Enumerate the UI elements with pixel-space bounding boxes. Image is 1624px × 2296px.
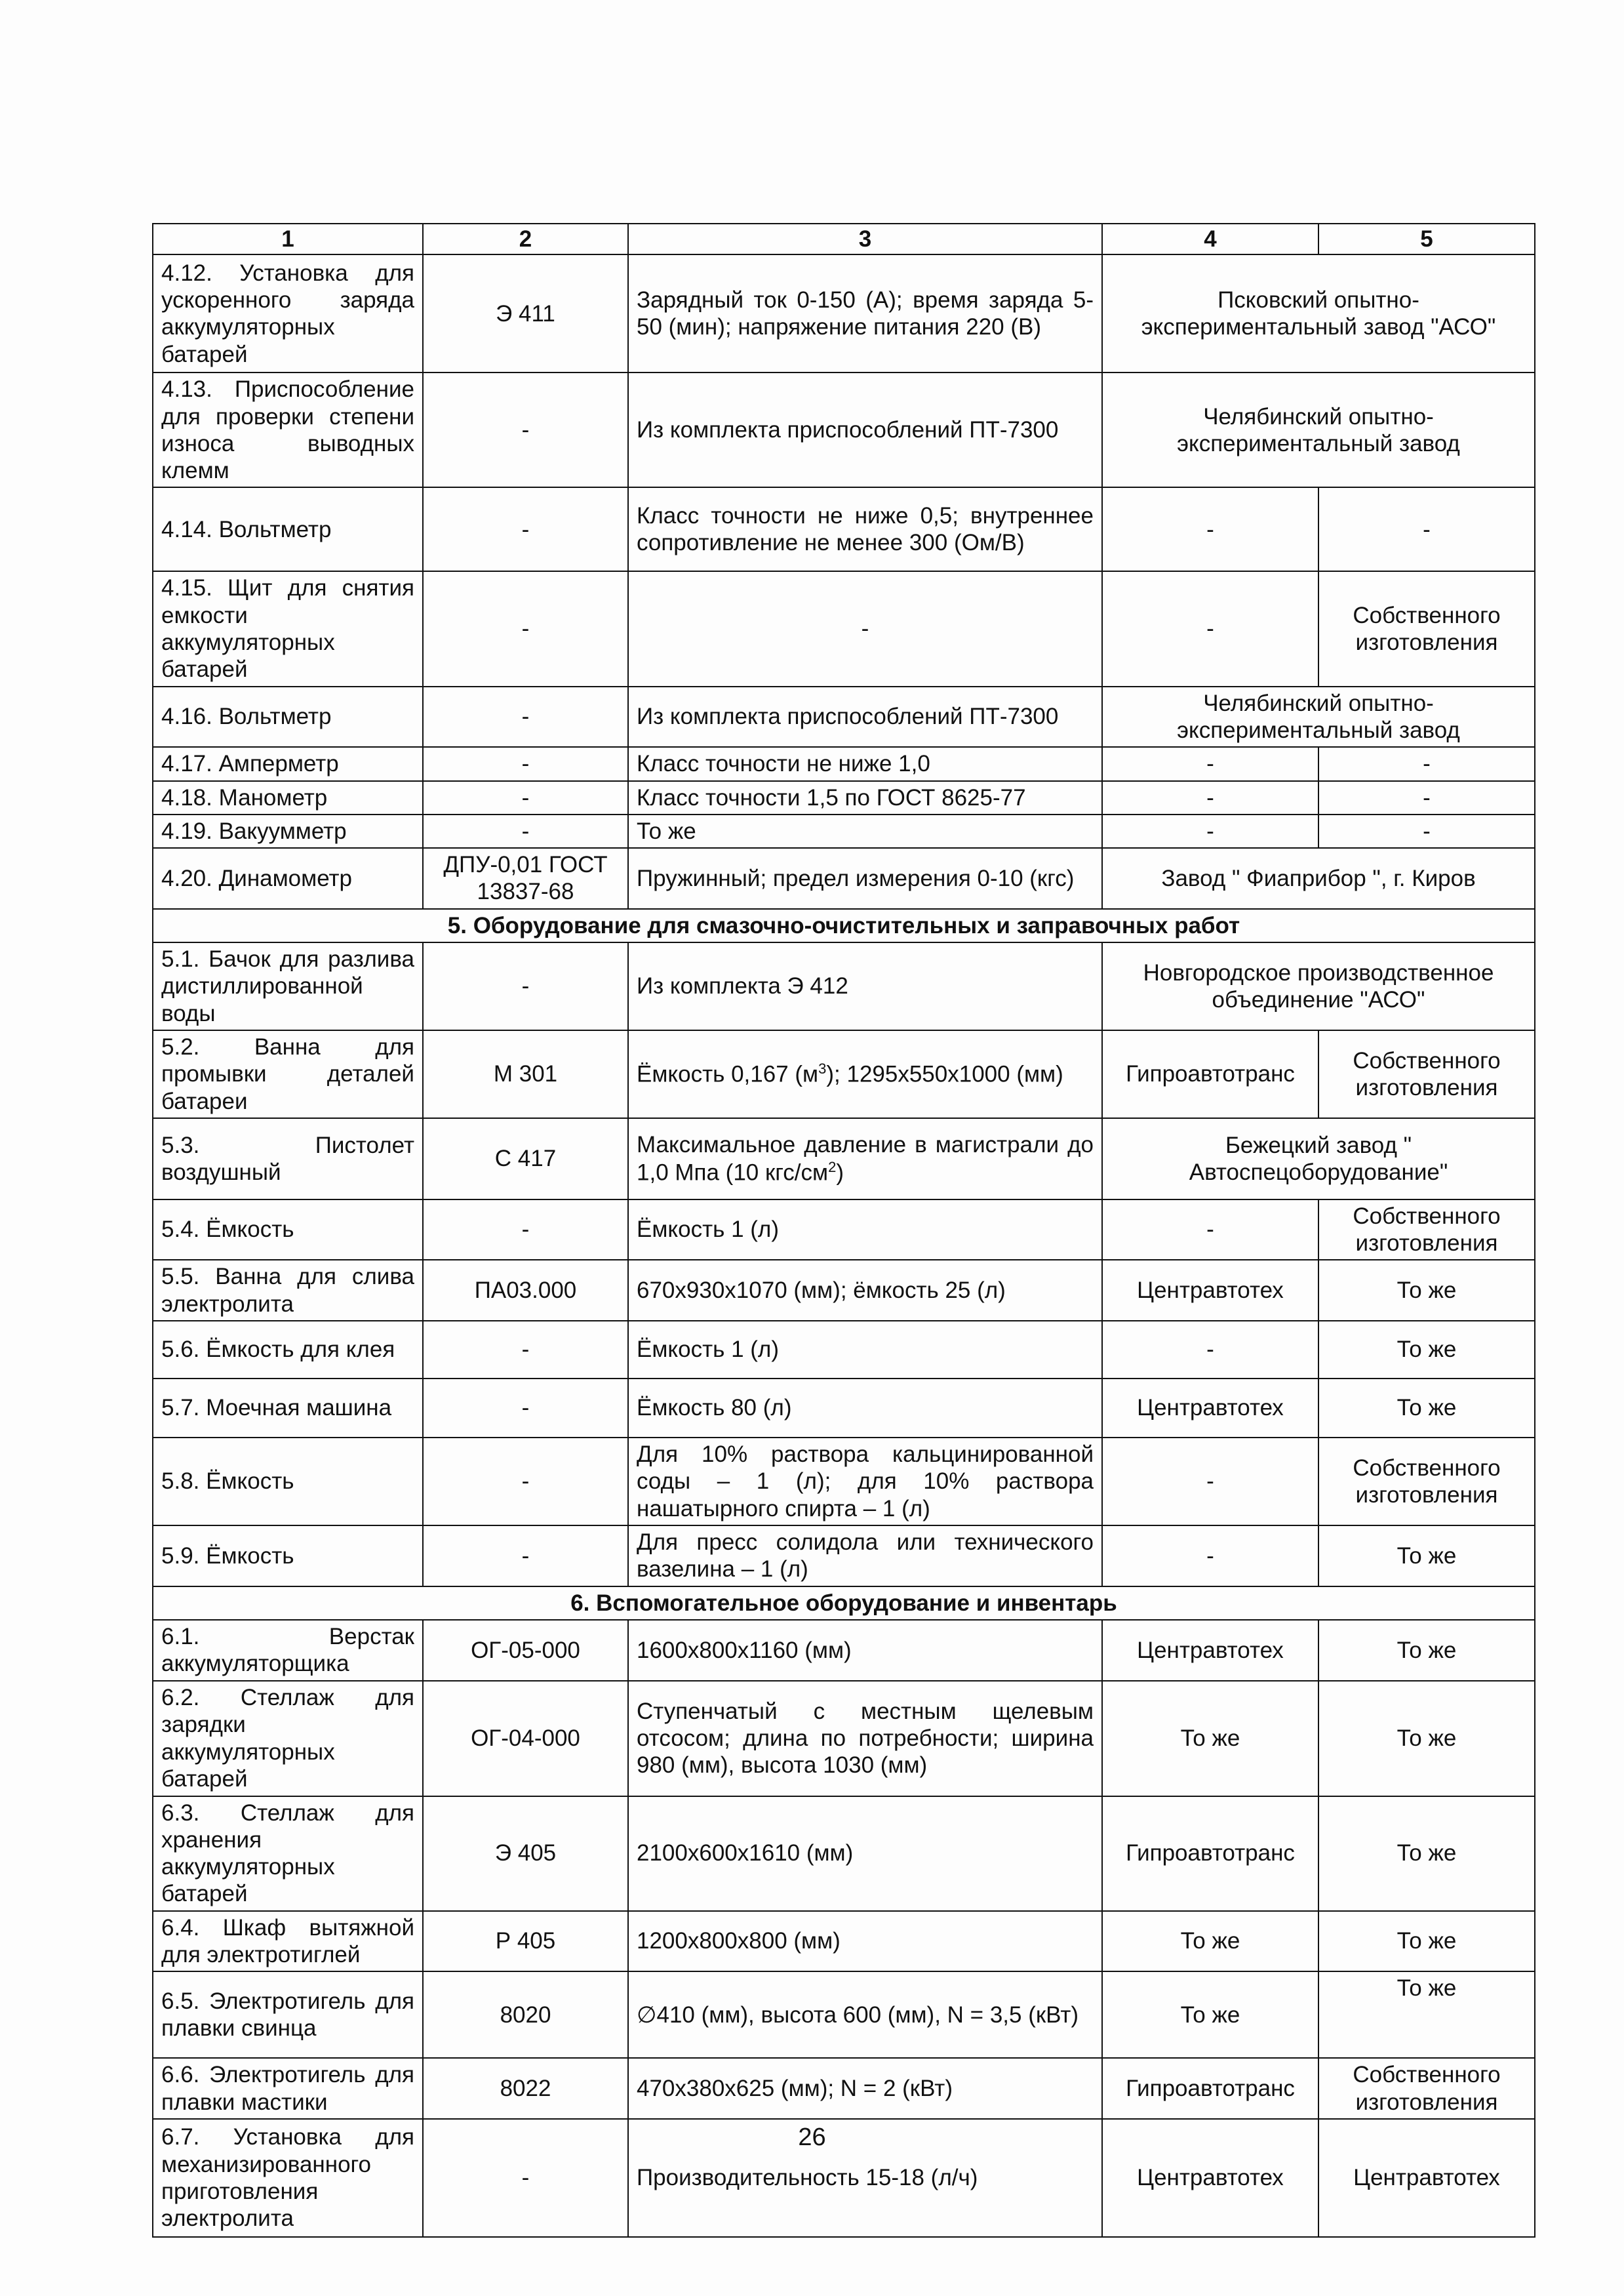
- manufacturer: То же: [1318, 1911, 1535, 1972]
- equipment-name: 4.16. Вольтметр: [153, 687, 423, 748]
- table-header-row: [153, 224, 1535, 254]
- table-row: [153, 815, 1535, 848]
- specification: Из комплекта приспособлений ПТ-7300: [628, 373, 1102, 487]
- header-col-2: 2: [423, 224, 628, 254]
- table-row: [153, 1199, 1535, 1260]
- table-row: [153, 487, 1535, 571]
- manufacturer: То же: [1318, 1971, 1535, 2058]
- developer: -: [1102, 1525, 1318, 1586]
- specification: Ступенчатый с местным щелевым отсосом; длина по потребности; ширина 980 (мм), высота 1030 (мм): [628, 1681, 1102, 1796]
- developer: Гипроавтотранс: [1102, 1796, 1318, 1911]
- manufacturer: Собственного изготовления: [1318, 1199, 1535, 1260]
- specification: Ёмкость 80 (л): [628, 1379, 1102, 1438]
- table-row: [153, 781, 1535, 815]
- equipment-name: 6.7. Установка для механизированного приготовления электролита: [153, 2119, 423, 2237]
- manufacturer: То же: [1318, 1379, 1535, 1438]
- equipment-name: 6.1. Верстак аккумуляторщика: [153, 1620, 423, 1681]
- equipment-name: 5.6. Ёмкость для клея: [153, 1321, 423, 1379]
- equipment-name: 6.5. Электротигель для плавки свинца: [153, 1971, 423, 2058]
- manufacturer: То же: [1318, 1321, 1535, 1379]
- developer: -: [1102, 815, 1318, 848]
- developer: -: [1102, 1321, 1318, 1379]
- developer: Гипроавтотранс: [1102, 1030, 1318, 1118]
- table-row: [153, 1321, 1535, 1379]
- specification: То же: [628, 815, 1102, 848]
- manufacturer: Челябинский опытно-экспериментальный завод: [1102, 373, 1535, 487]
- model-code: -: [423, 781, 628, 815]
- model-code: -: [423, 1321, 628, 1379]
- specification: 1600х800х1160 (мм): [628, 1620, 1102, 1681]
- specification: 470х380х625 (мм); N = 2 (кВт): [628, 2058, 1102, 2119]
- header-col-3: 3: [628, 224, 1102, 254]
- model-code: -: [423, 815, 628, 848]
- table-row: [153, 687, 1535, 748]
- equipment-name: 6.3. Стеллаж для хранения аккумуляторных батарей: [153, 1796, 423, 1911]
- equipment-name: 5.1. Бачок для разлива дистиллированной воды: [153, 942, 423, 1030]
- equipment-name: 4.17. Амперметр: [153, 747, 423, 780]
- manufacturer: -: [1318, 815, 1535, 848]
- table-row: [153, 1681, 1535, 1796]
- table-row: [153, 1260, 1535, 1321]
- developer: То же: [1102, 1681, 1318, 1796]
- specification: [628, 1118, 1102, 1199]
- header-col-1: 1: [153, 224, 423, 254]
- equipment-name: 6.2. Стеллаж для зарядки аккумуляторных батарей: [153, 1681, 423, 1796]
- equipment-name: 5.9. Ёмкость: [153, 1525, 423, 1586]
- equipment-name: 4.15. Щит для снятия емкости аккумуляторных батарей: [153, 571, 423, 686]
- model-code: -: [423, 373, 628, 487]
- model-code: 8020: [423, 1971, 628, 2058]
- section-row: [153, 909, 1535, 942]
- equipment-table: [152, 223, 1535, 2238]
- table-row: [153, 848, 1535, 909]
- equipment-name: 4.13. Приспособление для проверки степени износа выводных клемм: [153, 373, 423, 487]
- model-code: С 417: [423, 1118, 628, 1199]
- manufacturer: Центравтотех: [1318, 2119, 1535, 2237]
- developer: -: [1102, 781, 1318, 815]
- specification: -: [628, 571, 1102, 686]
- spec-text: Ёмкость 0,167 (м: [637, 1061, 819, 1087]
- table-row: [153, 254, 1535, 373]
- developer: Гипроавтотранс: [1102, 2058, 1318, 2119]
- table-row: [153, 747, 1535, 780]
- model-code: -: [423, 747, 628, 780]
- spec-text: Максимальное давление в магистрали до 1,0 Мпа (10 кгс/см: [637, 1132, 1094, 1186]
- manufacturer: Челябинский опытно-экспериментальный завод: [1102, 687, 1535, 748]
- model-code: -: [423, 1525, 628, 1586]
- specification: Ёмкость 1 (л): [628, 1321, 1102, 1379]
- model-code: -: [423, 942, 628, 1030]
- table-row: [153, 1030, 1535, 1118]
- model-code: -: [423, 1379, 628, 1438]
- specification: Из комплекта приспособлений ПТ-7300: [628, 687, 1102, 748]
- table-row: [153, 571, 1535, 686]
- manufacturer: То же: [1318, 1525, 1535, 1586]
- manufacturer: То же: [1318, 1620, 1535, 1681]
- specification: 1200х800х800 (мм): [628, 1911, 1102, 1972]
- header-col-5: 5: [1318, 224, 1535, 254]
- model-code: -: [423, 2119, 628, 2237]
- equipment-name: 4.18. Манометр: [153, 781, 423, 815]
- section-title: 5. Оборудование для смазочно-очистительных и заправочных работ: [153, 909, 1535, 942]
- spec-superscript: 3: [818, 1060, 827, 1077]
- spec-text: ): [836, 1159, 844, 1186]
- manufacturer: Псковский опытно-экспериментальный завод "АСО": [1102, 254, 1535, 373]
- model-code: ОГ-05-000: [423, 1620, 628, 1681]
- equipment-name: 4.14. Вольтметр: [153, 487, 423, 571]
- section-row: [153, 1586, 1535, 1620]
- equipment-name: 5.7. Моечная машина: [153, 1379, 423, 1438]
- specification: Пружинный; предел измерения 0-10 (кгс): [628, 848, 1102, 909]
- model-code: М 301: [423, 1030, 628, 1118]
- manufacturer: Бежецкий завод " Автоспецоборудование": [1102, 1118, 1535, 1199]
- manufacturer: То же: [1318, 1796, 1535, 1911]
- manufacturer: -: [1318, 781, 1535, 815]
- table-row: [153, 1796, 1535, 1911]
- specification: ∅410 (мм), высота 600 (мм), N = 3,5 (кВт): [628, 1971, 1102, 2058]
- table-row: [153, 373, 1535, 487]
- manufacturer: Новгородское производственное объединение "АСО": [1102, 942, 1535, 1030]
- table-row: [153, 1379, 1535, 1438]
- manufacturer: Собственного изготовления: [1318, 2058, 1535, 2119]
- model-code: ПА03.000: [423, 1260, 628, 1321]
- equipment-name: 6.6. Электротигель для плавки мастики: [153, 2058, 423, 2119]
- model-code: -: [423, 687, 628, 748]
- spec-superscript: 2: [828, 1158, 837, 1175]
- manufacturer: Собственного изготовления: [1318, 1438, 1535, 1525]
- table-row: [153, 1620, 1535, 1681]
- model-code: ОГ-04-000: [423, 1681, 628, 1796]
- specification: Производительность 15-18 (л/ч): [628, 2119, 1102, 2237]
- specification: Ёмкость 1 (л): [628, 1199, 1102, 1260]
- developer: -: [1102, 1199, 1318, 1260]
- manufacturer: -: [1318, 747, 1535, 780]
- equipment-name: 5.2. Ванна для промывки деталей батареи: [153, 1030, 423, 1118]
- equipment-name: 4.12. Установка для ускоренного заряда аккумуляторных батарей: [153, 254, 423, 373]
- developer: Центравтотех: [1102, 1620, 1318, 1681]
- manufacturer: Завод " Фиаприбор ", г. Киров: [1102, 848, 1535, 909]
- developer: Центравтотех: [1102, 1379, 1318, 1438]
- developer: Центравтотех: [1102, 1260, 1318, 1321]
- specification: Класс точности не ниже 1,0: [628, 747, 1102, 780]
- equipment-name: 5.3. Пистолет воздушный: [153, 1118, 423, 1199]
- equipment-name: 5.8. Ёмкость: [153, 1438, 423, 1525]
- manufacturer: То же: [1318, 1681, 1535, 1796]
- table-row: [153, 1971, 1535, 2058]
- model-code: -: [423, 1199, 628, 1260]
- specification: Зарядный ток 0-150 (А); время заряда 5-50 (мин); напряжение питания 220 (В): [628, 254, 1102, 373]
- model-code: ДПУ-0,01 ГОСТ 13837-68: [423, 848, 628, 909]
- page-number: 26: [798, 2124, 826, 2151]
- specification: [628, 1030, 1102, 1118]
- table-row: [153, 942, 1535, 1030]
- specification: Класс точности 1,5 по ГОСТ 8625-77: [628, 781, 1102, 815]
- model-code: Э 411: [423, 254, 628, 373]
- specification: Для пресс солидола или технического вазелина – 1 (л): [628, 1525, 1102, 1586]
- specification: 670х930х1070 (мм); ёмкость 25 (л): [628, 1260, 1102, 1321]
- manufacturer: Собственного изготовления: [1318, 571, 1535, 686]
- specification: 2100х600х1610 (мм): [628, 1796, 1102, 1911]
- section-title: 6. Вспомогательное оборудование и инвентарь: [153, 1586, 1535, 1620]
- model-code: -: [423, 1438, 628, 1525]
- developer: То же: [1102, 1971, 1318, 2058]
- table-row: [153, 1118, 1535, 1199]
- developer: -: [1102, 571, 1318, 686]
- developer: Центравтотех: [1102, 2119, 1318, 2237]
- model-code: Э 405: [423, 1796, 628, 1911]
- model-code: 8022: [423, 2058, 628, 2119]
- developer: -: [1102, 1438, 1318, 1525]
- specification: Класс точности не ниже 0,5; внутреннее сопротивление не менее 300 (Ом/В): [628, 487, 1102, 571]
- spec-text: ); 1295х550х1000 (мм): [826, 1061, 1063, 1087]
- developer: -: [1102, 487, 1318, 571]
- equipment-name: 4.19. Вакуумметр: [153, 815, 423, 848]
- manufacturer: Собственного изготовления: [1318, 1030, 1535, 1118]
- specification: Из комплекта Э 412: [628, 942, 1102, 1030]
- developer: То же: [1102, 1911, 1318, 1972]
- table-row: [153, 1525, 1535, 1586]
- specification: Для 10% раствора кальцинированной соды – 1 (л); для 10% раствора нашатырного спирта – 1 (л): [628, 1438, 1102, 1525]
- table-row: [153, 1911, 1535, 1972]
- header-col-4: 4: [1102, 224, 1318, 254]
- model-code: -: [423, 487, 628, 571]
- developer: -: [1102, 747, 1318, 780]
- equipment-name: 6.4. Шкаф вытяжной для электротиглей: [153, 1911, 423, 1972]
- table-row: [153, 1438, 1535, 1525]
- table-row: [153, 2058, 1535, 2119]
- manufacturer: -: [1318, 487, 1535, 571]
- equipment-name: 4.20. Динамометр: [153, 848, 423, 909]
- manufacturer: То же: [1318, 1260, 1535, 1321]
- equipment-name: 5.5. Ванна для слива электролита: [153, 1260, 423, 1321]
- equipment-name: 5.4. Ёмкость: [153, 1199, 423, 1260]
- model-code: Р 405: [423, 1911, 628, 1972]
- model-code: -: [423, 571, 628, 686]
